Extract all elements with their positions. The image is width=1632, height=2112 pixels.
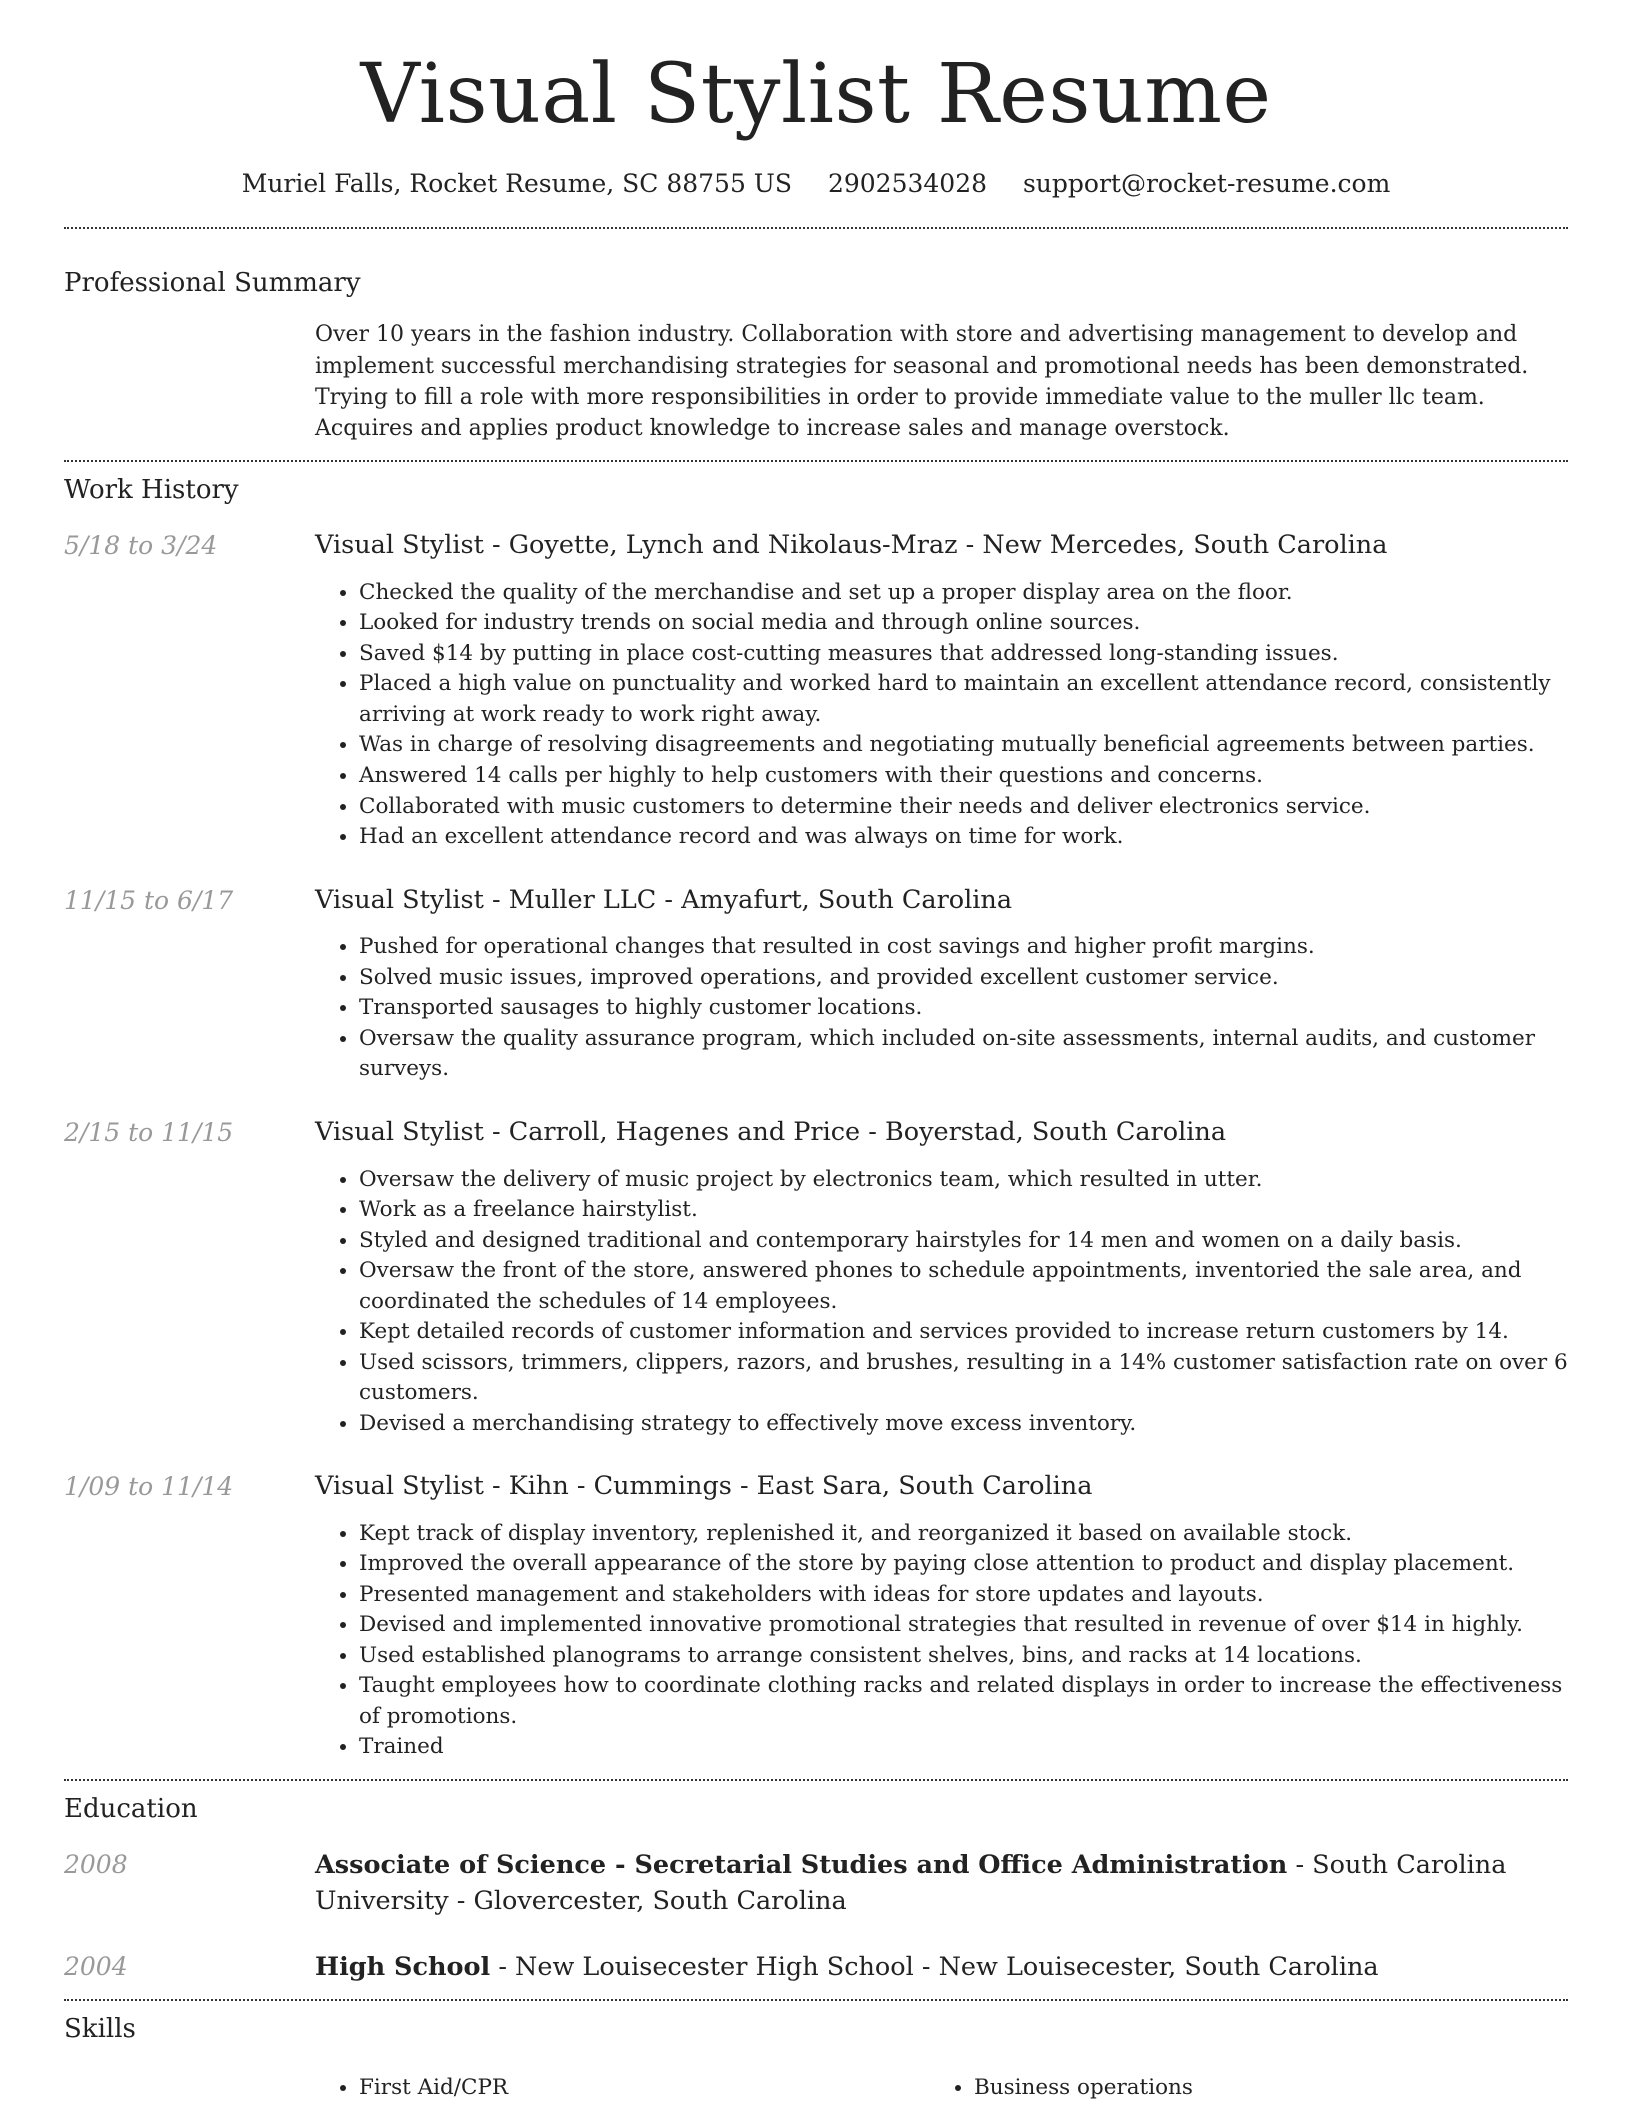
bullet-item: • Used scissors, trimmers, clippers, razors, and brushes, resulting in a 14% customer satisfaction rate on over 6 customers.	[359, 1348, 1568, 1409]
job-entry	[64, 1469, 1568, 1763]
job-dates: 2/15 to 11/15	[64, 1117, 234, 1147]
bullet-item: • Pushed for operational changes that resulted in cost savings and higher profit margins.	[359, 932, 1568, 963]
skills-column-2	[930, 2073, 1545, 2104]
summary-row	[64, 319, 1568, 444]
skill-item: • First Aid/CPR	[359, 2073, 930, 2104]
skill-item: • Business operations	[974, 2073, 1545, 2104]
job-bullets	[315, 1519, 1568, 1763]
job-title: Visual Stylist - Goyette, Lynch and Nikolaus-Mraz - New Mercedes, South Carolina	[315, 530, 1388, 561]
bullet-item: • Presented management and stakeholders with ideas for store updates and layouts.	[359, 1580, 1568, 1611]
job-bullets	[315, 578, 1568, 853]
contact-address: Muriel Falls, Rocket Resume, SC 88755 US	[241, 169, 792, 199]
section-heading-summary: Professional Summary	[64, 267, 361, 298]
bullet-item: • Transported sausages to highly customer locations.	[359, 993, 1568, 1024]
job-bullets	[315, 1165, 1568, 1440]
education-school: - South Carolina University - Glovercester, South Carolina	[315, 1849, 1507, 1916]
bullet-item: • Placed a high value on punctuality and worked hard to maintain an excellent attendance record, consistently arriving at work ready to work right away.	[359, 669, 1568, 730]
bullet-item: • Devised and implemented innovative promotional strategies that resulted in revenue of over $14 in highly.	[359, 1610, 1568, 1641]
education-degree: Associate of Science - Secretarial Studies and Office Administration	[315, 1849, 1288, 1880]
job-dates: 1/09 to 11/14	[64, 1472, 234, 1502]
job-dates: 11/15 to 6/17	[64, 885, 234, 915]
bullet-item: • Improved the overall appearance of the store by paying close attention to product and display placement.	[359, 1549, 1568, 1580]
bullet-item: • Checked the quality of the merchandise and set up a proper display area on the floor.	[359, 578, 1568, 609]
skills-row	[64, 2073, 1568, 2104]
divider	[64, 1999, 1568, 2001]
bullet-item: • Looked for industry trends on social media and through online sources.	[359, 608, 1568, 639]
bullet-item: • Collaborated with music customers to determine their needs and deliver electronics service.	[359, 792, 1568, 823]
bullet-item: • Kept detailed records of customer information and services provided to increase return customers by 14.	[359, 1317, 1568, 1348]
education-school: - New Louisecester High School - New Louisecester, South Carolina	[490, 1952, 1379, 1983]
contact-line	[64, 168, 1568, 201]
section-heading-skills: Skills	[64, 2014, 136, 2045]
job-title: Visual Stylist - Muller LLC - Amyafurt, South Carolina	[315, 884, 1013, 915]
section-heading-work: Work History	[64, 475, 239, 506]
bullet-item: • Used established planograms to arrange consistent shelves, bins, and racks at 14 locations.	[359, 1641, 1568, 1672]
education-degree: High School	[315, 1952, 491, 1983]
divider	[64, 227, 1568, 229]
job-entry	[64, 528, 1568, 852]
resume-title: Visual Stylist Resume	[360, 47, 1272, 142]
contact-email: support@rocket-resume.com	[1022, 169, 1391, 199]
job-bullets	[315, 932, 1568, 1085]
resume-page	[64, 0, 1568, 2104]
summary-text: Over 10 years in the fashion industry. Collaboration with store and advertising management to develop and implement successful merchandising strategies for seasonal and promotional needs has been demonstrated. Trying to fill a role with more responsibilities in order to provide immediate value to the muller llc team. Acquires and applies product knowledge to increase sales and manage overstock.	[315, 322, 1529, 442]
bullet-item: • Had an excellent attendance record and was always on time for work.	[359, 822, 1568, 853]
bullet-item: • Work as a freelance hairstylist.	[359, 1195, 1568, 1226]
bullet-item: • Was in charge of resolving disagreements and negotiating mutually beneficial agreements between parties.	[359, 730, 1568, 761]
bullet-item: • Oversaw the quality assurance program, which included on-site assessments, internal audits, and customer surveys.	[359, 1024, 1568, 1085]
education-entry	[64, 1847, 1568, 1919]
job-title: Visual Stylist - Carroll, Hagenes and Price - Boyerstad, South Carolina	[315, 1116, 1227, 1147]
bullet-item: • Devised a merchandising strategy to effectively move excess inventory.	[359, 1409, 1568, 1440]
section-heading-education: Education	[64, 1793, 198, 1824]
bullet-item: • Oversaw the delivery of music project by electronics team, which resulted in utter.	[359, 1165, 1568, 1196]
job-dates: 5/18 to 3/24	[64, 531, 218, 561]
divider	[64, 1779, 1568, 1781]
skills-list	[315, 2073, 1568, 2104]
bullet-item: • Answered 14 calls per highly to help customers with their questions and concerns.	[359, 761, 1568, 792]
job-entry	[64, 1115, 1568, 1439]
education-year: 2008	[64, 1849, 128, 1879]
bullet-item: • Trained	[359, 1732, 1568, 1763]
contact-phone: 2902534028	[827, 169, 988, 199]
education-title	[315, 1847, 1568, 1919]
bullet-item: • Saved $14 by putting in place cost-cutting measures that addressed long-standing issues.	[359, 639, 1568, 670]
bullet-item: • Solved music issues, improved operations, and provided excellent customer service.	[359, 963, 1568, 994]
education-entry	[64, 1949, 1568, 1985]
education-title	[315, 1949, 1568, 1985]
education-year: 2004	[64, 1952, 128, 1982]
job-title: Visual Stylist - Kihn - Cummings - East Sara, South Carolina	[315, 1471, 1093, 1502]
bullet-item: • Taught employees how to coordinate clothing racks and related displays in order to increase the effectiveness of promotions.	[359, 1671, 1568, 1732]
bullet-item: • Kept track of display inventory, replenished it, and reorganized it based on available stock.	[359, 1519, 1568, 1550]
job-entry	[64, 883, 1568, 1085]
divider	[64, 460, 1568, 462]
skills-column-1	[315, 2073, 930, 2104]
bullet-item: • Oversaw the front of the store, answered phones to schedule appointments, inventoried the sale area, and coordinated the schedules of 14 employees.	[359, 1256, 1568, 1317]
bullet-item: • Styled and designed traditional and contemporary hairstyles for 14 men and women on a daily basis.	[359, 1226, 1568, 1257]
